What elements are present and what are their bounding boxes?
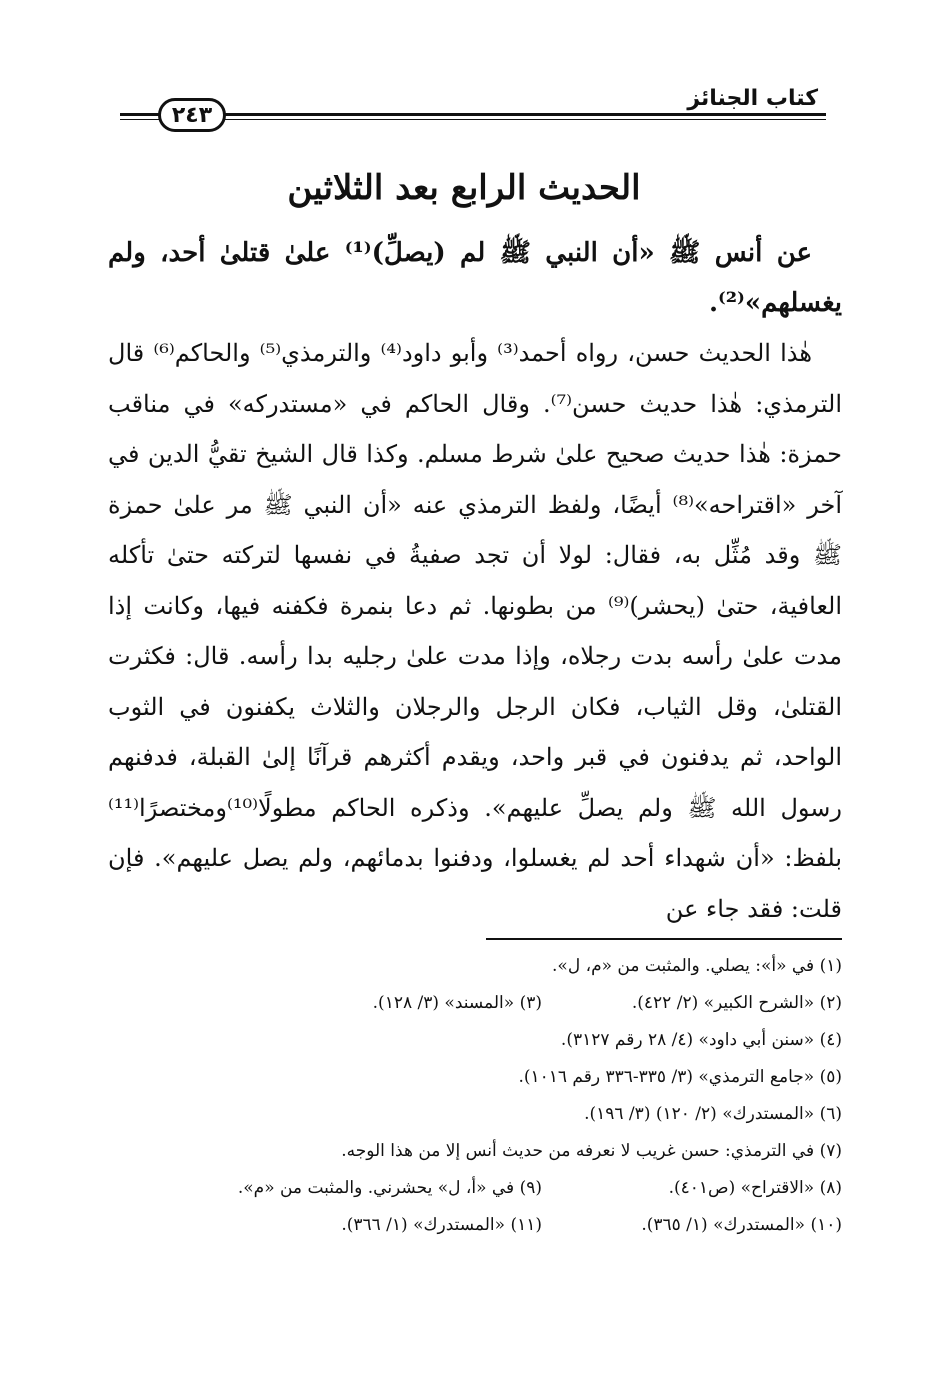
page-number: ٢٤٣	[158, 98, 226, 132]
footnote: (٤) «سنن أبي داود» (٤/ ٢٨ رقم ٣١٢٧).	[560, 1030, 842, 1050]
footnote: (٦) «المستدرك» (٢/ ١٢٠) (٣/ ١٩٦).	[584, 1104, 842, 1124]
footnote-row	[108, 1022, 842, 1059]
commentary-text: هٰذا الحديث حسن، رواه أحمد⁽³⁾ وأبو داود⁽⁴⁾ والترمذي⁽⁵⁾ والحاكم⁽⁶⁾ قال الترمذي: هٰذا حديث حسن⁽⁷⁾. وقال الحاكم في «مستدركه» في مناقب حمزة: هٰذا حديث صحيح علىٰ شرط مسلم. وكذا قال الشيخ تقيُّ الدين في آخر «اقتراحه»⁽⁸⁾ أيضًا، ولفظ الترمذي عنه «أن النبي ﷺ مر علىٰ حمزة ﷺ وقد مُثِّل به، فقال: لولا أن تجد صفيةُ في نفسها لتركته حتىٰ تأكله العافية، حتىٰ (يحشر)⁽⁹⁾ من بطونها. ثم دعا بنمرة فكفنه فيها، وكانت إذا مدت علىٰ رأسه بدت رجلاه، وإذا مدت علىٰ رجليه بدا رأسه. قال: فكثرت القتلىٰ، وقل الثياب، فكان الرجل والرجلان والثلاث يكفنون في الثوب الواحد، ثم يدفنون في قبر واحد، ويقدم أكثرهم قرآنًا إلىٰ القبلة، فدفنهم رسول الله ﷺ ولم يصلِّ عليهم». وذكره الحاكم مطولًا⁽¹⁰⁾ومختصرًا⁽¹¹⁾ بلفظ: «أن شهداء أحد لم يغسلوا، ودفنوا بدمائهم، ولم يصل عليهم». فإن قلت: فقد جاء عن	[108, 339, 843, 923]
footnote: (٢) «الشرح الكبير» (٢/ ٤٢٢).	[631, 993, 842, 1013]
footnote: (٥) «جامع الترمذي» (٣/ ٣٣٥-٣٣٦ رقم ١٠١٦).	[518, 1067, 842, 1087]
footnote: (١٠) «المستدرك» (١/ ٣٦٥).	[641, 1215, 842, 1235]
header-rule-left-thin	[120, 119, 160, 120]
footnote-separator	[486, 938, 842, 940]
section-heading: الحديث الرابع بعد الثلاثين	[287, 168, 641, 208]
header-rule-thick	[224, 113, 826, 116]
header-rule-thin	[224, 119, 826, 120]
footnote: (٣) «المسند» (٣/ ١٢٨).	[372, 993, 542, 1013]
footnote-row	[108, 1170, 842, 1207]
footnote: (٩) في «أ، ل» يحشرني. والمثبت من «م».	[237, 1178, 542, 1198]
footnote-row	[108, 1059, 842, 1096]
footnote: (٧) في الترمذي: حسن غريب لا نعرفه من حديث أنس إلا من هذا الوجه.	[341, 1141, 842, 1161]
commentary-paragraph	[108, 328, 842, 934]
page-header	[0, 0, 928, 140]
footnote: (٨) «الاقتراح» (ص٤٠١).	[668, 1178, 842, 1198]
book-title: كتاب الجنائز	[687, 86, 818, 111]
hadith-text-content: عن أنس ﷺ «أن النبي ﷺ لم (يصلِّ)⁽¹⁾ علىٰ قتلىٰ أحد، ولم يغسلهم»⁽²⁾.	[108, 238, 842, 318]
header-rule-left-thick	[120, 113, 160, 116]
footnote: (١١) «المستدرك» (١/ ٣٦٦).	[341, 1215, 542, 1235]
footnote-row	[108, 1133, 842, 1170]
footnote-row	[108, 1096, 842, 1133]
footnote: (١) في «أ»: يصلي. والمثبت من «م، ل».	[552, 956, 842, 976]
footnote-row	[108, 1207, 842, 1244]
footnote-row	[108, 948, 842, 985]
hadith-text	[108, 228, 842, 328]
footnote-row	[108, 985, 842, 1022]
footnotes	[108, 948, 842, 1244]
